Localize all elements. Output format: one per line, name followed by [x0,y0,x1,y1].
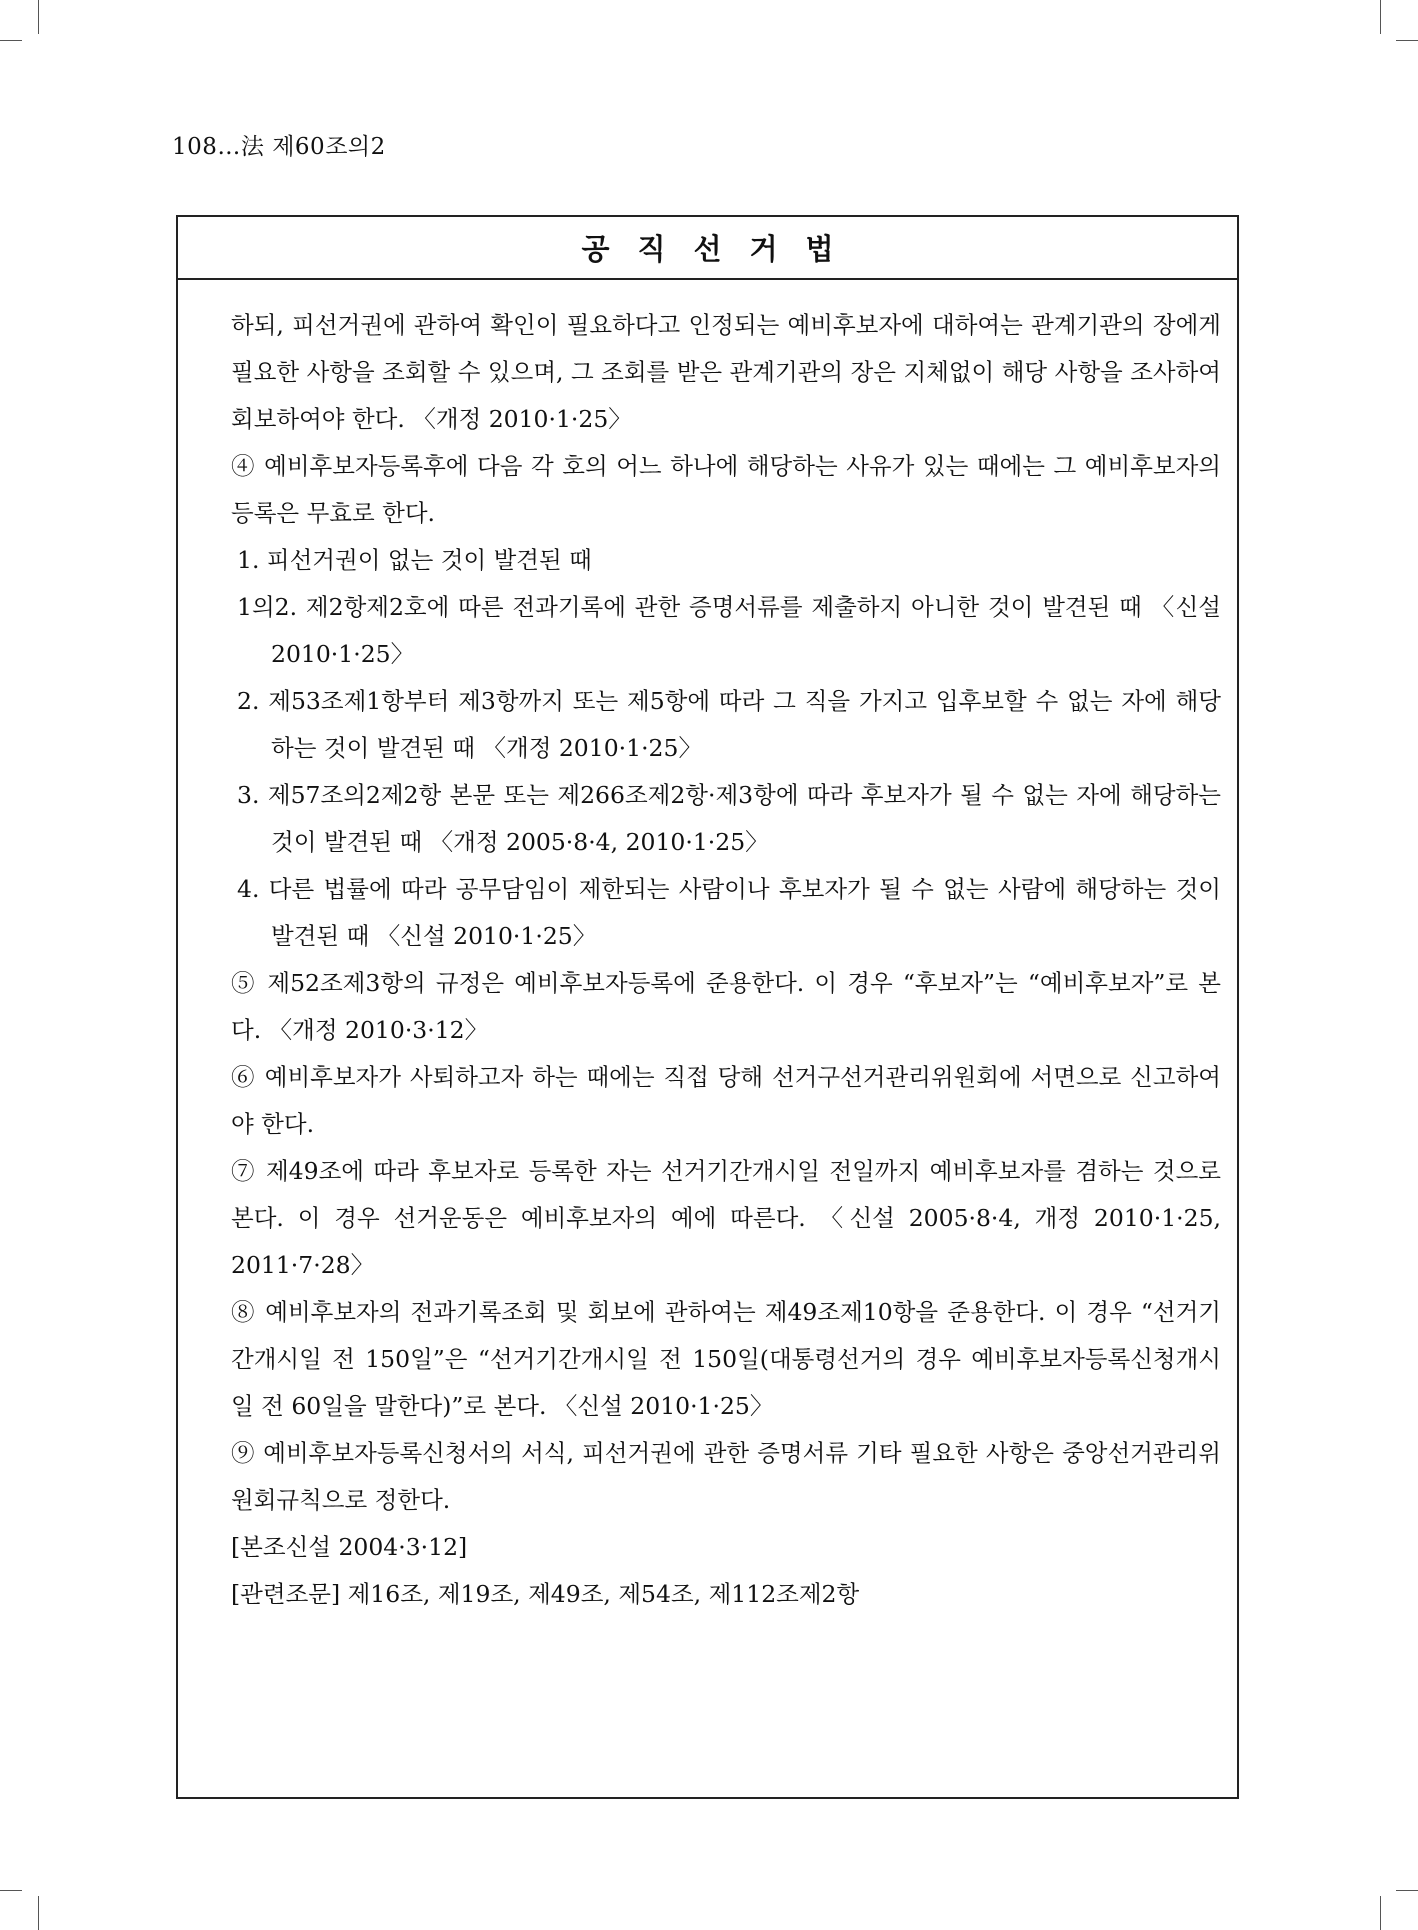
crop-mark [1380,0,1381,34]
paragraph-4: ④ 예비후보자등록후에 다음 각 호의 어느 하나에 해당하는 사유가 있는 때에는 그 예비후보자의 등록은 무효로 한다. [231,452,1221,527]
crop-mark [0,1890,22,1891]
crop-mark [1396,1890,1418,1891]
paragraph-7: ⑦ 제49조에 따라 후보자로 등록한 자는 선거기간개시일 전일까지 예비후보자를 겸하는 것으로 본다. 이 경우 선거운동은 예비후보자의 예에 따른다. 〈신설 2005·8·4, 개정 2010·1·25, 2011·7·28〉 [231,1157,1221,1279]
paragraph-5: ⑤ 제52조제3항의 규정은 예비후보자등록에 준용한다. 이 경우 “후보자”는 “예비후보자”로 본다. 〈개정 2010·3·12〉 [231,969,1221,1044]
law-content [178,280,1237,1618]
paragraph-8: ⑧ 예비후보자의 전과기록조회 및 회보에 관하여는 제49조제10항을 준용한다. 이 경우 “선거기간개시일 전 150일”은 “선거기간개시일 전 150일(대통령선거의 경우 예비후보자등록신청개시일 전 60일을 말한다)”로 본다. 〈신설 2010·1·25〉 [231,1298,1221,1420]
enactment-note: [본조신설 2004·3·12] [231,1533,468,1561]
list-item: 3. 제57조의2제2항 본문 또는 제266조제2항·제3항에 따라 후보자가 될 수 없는 자에 해당하는 것이 발견된 때 〈개정 2005·8·4, 2010·1·25〉 [237,781,1221,856]
page-header: 108…法 제60조의2 [172,134,386,160]
crop-mark [38,1896,39,1930]
crop-mark [1396,40,1418,41]
crop-mark [0,40,22,41]
related-articles: [관련조문] 제16조, 제19조, 제49조, 제54조, 제112조제2항 [231,1580,860,1608]
list-item: 2. 제53조제1항부터 제3항까지 또는 제5항에 따라 그 직을 가지고 입후보할 수 없는 자에 해당하는 것이 발견된 때 〈개정 2010·1·25〉 [237,687,1221,762]
list-item: 4. 다른 법률에 따라 공무담임이 제한되는 사람이나 후보자가 될 수 없는 사람에 해당하는 것이 발견된 때 〈신설 2010·1·25〉 [237,875,1221,950]
crop-mark [1380,1896,1381,1930]
paragraph-6: ⑥ 예비후보자가 사퇴하고자 하는 때에는 직접 당해 선거구선거관리위원회에 서면으로 신고하여야 한다. [231,1063,1221,1138]
list-item: 1. 피선거권이 없는 것이 발견된 때 [237,546,592,574]
law-title: 공직선거법 [581,232,862,266]
law-text-box [176,215,1239,1799]
paragraph-9: ⑨ 예비후보자등록신청서의 서식, 피선거권에 관한 증명서류 기타 필요한 사항은 중앙선거관리위원회규칙으로 정한다. [231,1439,1221,1514]
list-item: 1의2. 제2항제2호에 따른 전과기록에 관한 증명서류를 제출하지 아니한 것이 발견된 때 〈신설 2010·1·25〉 [237,593,1221,668]
paragraph-continuation: 하되, 피선거권에 관하여 확인이 필요하다고 인정되는 예비후보자에 대하여는 관계기관의 장에게 필요한 사항을 조회할 수 있으며, 그 조회를 받은 관계기관의 장은 지체없이 해당 사항을 조사하여 회보하여야 한다. 〈개정 2010·1·25〉 [231,311,1221,433]
law-title-row [178,217,1237,280]
crop-mark [38,0,39,34]
